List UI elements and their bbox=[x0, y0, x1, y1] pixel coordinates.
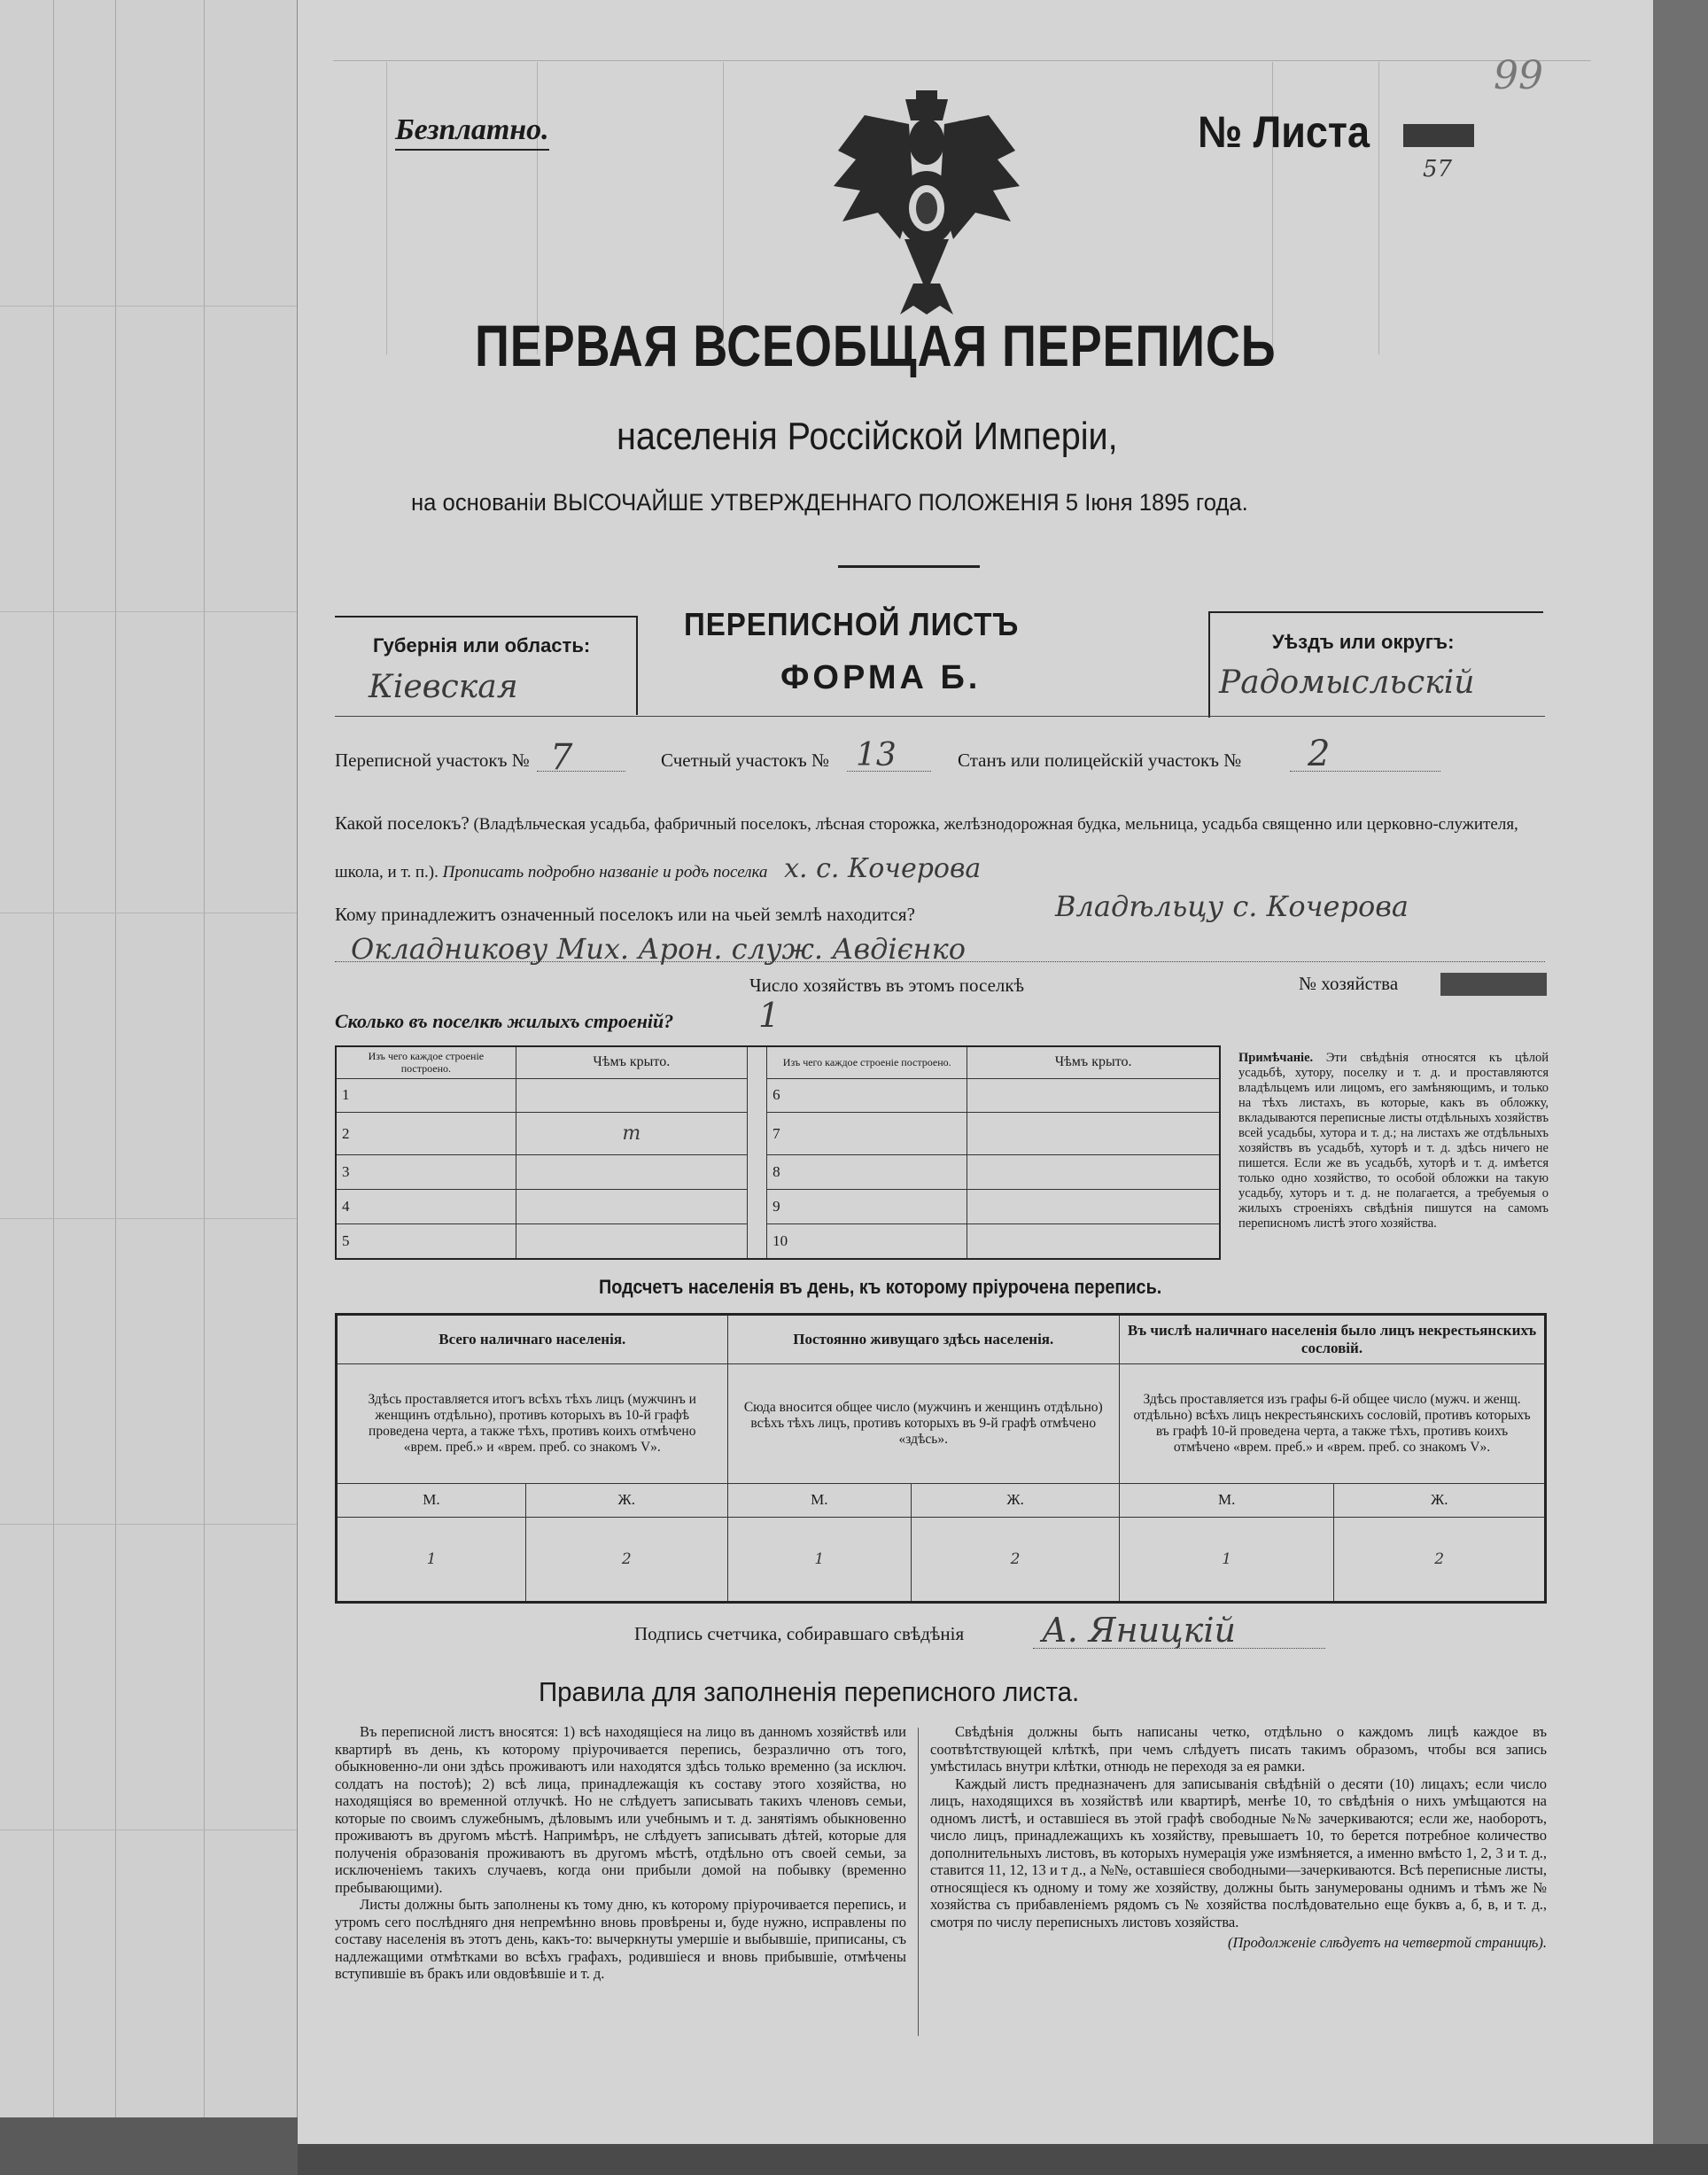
uezd-value: Радомысльскій bbox=[1219, 664, 1475, 701]
main-title: ПЕРВАЯ ВСЕОБЩАЯ ПЕРЕПИСЬ bbox=[475, 313, 1277, 378]
roof-mark: т bbox=[622, 1122, 641, 1146]
row-number: 6 bbox=[767, 1078, 967, 1113]
row-number: 4 bbox=[336, 1190, 516, 1224]
note-label: Примѣчаніе. bbox=[1238, 1051, 1314, 1065]
roof-cell[interactable] bbox=[967, 1113, 1220, 1155]
settlement-hint2: Прописать подробно названіе и родъ поселка bbox=[442, 863, 768, 882]
resident-m-value[interactable]: 1 bbox=[727, 1517, 912, 1602]
stan-label: Станъ или полицейскій участокъ № bbox=[958, 750, 1242, 771]
resident-f-value[interactable]: 2 bbox=[912, 1517, 1120, 1602]
sheet-number-value: 57 bbox=[1423, 156, 1453, 183]
f-label: Ж. bbox=[525, 1483, 727, 1517]
m-label: М. bbox=[1120, 1483, 1334, 1517]
free-label: Безплатно. bbox=[395, 113, 549, 151]
col-roof: Чѣмъ крыто. bbox=[967, 1046, 1220, 1078]
nonpeasant-desc: Здѣсь проставляется изъ графы 6-й общее число (мужч. и женщ. отдѣльно) всѣхъ лицъ некрестьянскихъ сословій, противъ которыхъ въ графѣ 10-й проведена черта, а также тѣхъ, противъ коихъ отмѣчено «врем. преб.» и «врем. преб. со знакомъ V». bbox=[1120, 1364, 1546, 1483]
buildings-label: Сколько въ поселкѣ жилыхъ строеній? bbox=[335, 1010, 674, 1032]
table-separator bbox=[747, 1223, 766, 1259]
roof-cell[interactable] bbox=[516, 1113, 747, 1155]
row-number: 9 bbox=[767, 1190, 967, 1224]
divider bbox=[335, 716, 1545, 717]
row-number: 8 bbox=[767, 1155, 967, 1190]
table-separator bbox=[747, 1155, 766, 1190]
gubernia-value: Кіевская bbox=[369, 669, 518, 705]
form-type: ФОРМА Б. bbox=[780, 659, 982, 696]
roof-cell[interactable] bbox=[516, 1190, 747, 1224]
rules-continued: (Продолженіе слѣдуетъ на четвертой страницѣ). bbox=[1228, 1934, 1547, 1951]
underline bbox=[847, 771, 931, 772]
roof-cell[interactable] bbox=[967, 1190, 1220, 1224]
resident-title: Постоянно живущаго здѣсь населенія. bbox=[727, 1315, 1120, 1364]
nonpeasant-f-value[interactable]: 2 bbox=[1334, 1517, 1546, 1602]
nonpeasant-m-value[interactable]: 1 bbox=[1120, 1517, 1334, 1602]
table-separator bbox=[747, 1078, 766, 1113]
settlement-label: Какой поселокъ? bbox=[335, 812, 470, 834]
subtitle: населенія Россійской Имперіи, bbox=[617, 415, 1118, 458]
census-sheet bbox=[298, 0, 1653, 2144]
settlement-hint: (Владѣльческая усадьба, фабричный поселокъ, лѣсная сторожка, желѣзнодорожная будка, мельница, усадьба священно или церковно-служителя, школа, и т. п.). bbox=[335, 815, 1518, 882]
rules-right-p1: Свѣдѣнія должны быть написаны четко, отдѣльно о каждомъ лицѣ каждое въ соотвѣтствующей клѣткѣ, при чемъ слѣдуетъ писать такимъ образомъ, чтобы вся запись умѣстилась внутри клѣтки, отнюдь не переходя за ея рамки. bbox=[930, 1723, 1547, 1775]
bleed-line bbox=[537, 62, 538, 354]
f-label: Ж. bbox=[1334, 1483, 1546, 1517]
census-district-value[interactable]: 7 bbox=[550, 737, 573, 778]
underline bbox=[537, 771, 625, 772]
imperial-eagle-icon bbox=[829, 89, 1024, 319]
table-separator bbox=[747, 1190, 766, 1224]
roof-cell[interactable] bbox=[516, 1223, 747, 1259]
redaction-mark bbox=[1440, 973, 1547, 996]
roof-cell[interactable] bbox=[516, 1155, 747, 1190]
m-label: М. bbox=[337, 1483, 526, 1517]
table-separator bbox=[747, 1046, 766, 1078]
signature-label: Подпись счетчика, собиравшаго свѣдѣнія bbox=[634, 1623, 965, 1644]
facing-page-strip bbox=[0, 0, 299, 2117]
f-label: Ж. bbox=[912, 1483, 1120, 1517]
underline bbox=[1033, 1648, 1325, 1649]
buildings-table bbox=[335, 1045, 1221, 1260]
rules-right-p2: Каждый листъ предназначенъ для записыванія свѣдѣній о десяти (10) лицахъ; если число лицъ, находящихся въ хозяйствѣ или квартирѣ, менѣе 10, то свѣдѣнія о нихъ умѣщаются на одномъ листѣ, и оставшіеся въ этой графѣ свободные №№ зачеркиваются; если же, наоборотъ, число лицъ, принадлежащихъ къ хозяйству, превышаетъ 10, то берется потребное количество дополнительныхъ листовъ, въ которыхъ нумерація уже измѣняется, а именно вмѣсто 1, 2, 3 и т. д., ставится 11, 12, 13 и т д., а №№, оставшіеся свободными—зачеркиваются. Всѣ переписные листы, относящіеся къ одному и тому же хозяйству, должны быть занумерованы однимъ и тѣмъ же № хозяйства съ прибавленіемъ рядомъ съ № хозяйства послѣдовательно еще буквъ а, б, в, и т. д., смотря по числу переписныхъ листовъ хозяйства. bbox=[930, 1775, 1547, 1930]
households-label: Число хозяйствъ въ этомъ поселкѣ bbox=[749, 975, 1024, 996]
rules-left-p2: Листы должны быть заполнены къ тому дню, къ которому пріурочивается перепись, и утромъ сего послѣдняго дня непремѣнно вновь провѣрены и, буде нужно, исправлены по составу населенія въ этотъ день, какъ-то: вычеркнуты умершіе и выбывшіе, приписаны, съ надлежащими отмѣтками во всѣхъ графахъ, родившіеся и вновь прибывшіе, отмѣчены вступившіе въ бракъ или овдовѣвшіе и т. д. bbox=[335, 1896, 906, 1982]
present-f-value[interactable]: 2 bbox=[525, 1517, 727, 1602]
nonpeasant-title: Въ числѣ наличнаго населенія было лицъ некрестьянскихъ сословій. bbox=[1120, 1315, 1546, 1364]
row-number: 5 bbox=[336, 1223, 516, 1259]
m-label: М. bbox=[727, 1483, 912, 1517]
row-number: 10 bbox=[767, 1223, 967, 1259]
bottom-shadow bbox=[298, 2144, 1708, 2175]
roof-cell[interactable] bbox=[967, 1223, 1220, 1259]
col-material: Изъ чего каждое строеніе построено. bbox=[767, 1046, 967, 1078]
owner-label: Кому принадлежитъ означенный поселокъ или на чьей землѣ находится? bbox=[335, 904, 915, 925]
sheet-edge bbox=[1653, 0, 1708, 2175]
archive-number: 99 bbox=[1494, 53, 1543, 98]
row-number: 7 bbox=[767, 1113, 967, 1155]
settlement-value[interactable]: х. с. Кочерова bbox=[784, 853, 982, 884]
row-number: 1 bbox=[336, 1078, 516, 1113]
roof-cell[interactable] bbox=[967, 1155, 1220, 1190]
col-roof: Чѣмъ крыто. bbox=[516, 1046, 747, 1078]
underline bbox=[1290, 771, 1440, 772]
bleed-line bbox=[1378, 62, 1379, 354]
count-district-label: Счетный участокъ № bbox=[661, 750, 830, 771]
rules-right-column bbox=[930, 1723, 1547, 1952]
household-no-label: № хозяйства bbox=[1299, 973, 1399, 994]
signature-value[interactable]: А. Яницкій bbox=[1042, 1611, 1236, 1650]
form-name: ПЕРЕПИСНОЙ ЛИСТЪ bbox=[684, 606, 1020, 642]
present-m-value[interactable]: 1 bbox=[337, 1517, 526, 1602]
owner-value-1[interactable]: Владѣльцу с. Кочерова bbox=[1055, 889, 1409, 923]
roof-cell[interactable] bbox=[516, 1078, 747, 1113]
legal-basis: на основаніи ВЫСОЧАЙШЕ УТВЕРЖДЕННАГО ПОЛОЖЕНІЯ 5 Іюня 1895 года. bbox=[411, 489, 1248, 516]
rules-left-p1: Въ переписной листъ вносятся: 1) всѣ находящіеся на лицо въ данномъ хозяйствѣ или квартирѣ въ день, къ которому пріурочивается перепись, безразлично отъ того, обыкновенно-ли они здѣсь проживаютъ или находятся здѣсь только временно (за исключ. солдатъ на постоѣ); 2) всѣ лица, принадлежащія къ составу этого хозяйства, но находящіяся во временной отлучкѣ. Но не слѣдуетъ записывать такихъ членовъ семьи, которые по своимъ служебнымъ, дѣловымъ или учебнымъ и т. д. занятіямъ обыкновенно проживаютъ въ другомъ мѣстѣ. Напримѣръ, не слѣдуетъ записывать дѣтей, которые для полученія образованія проживаютъ въ другомъ мѣстѣ, отдѣльно отъ своей семьи, за исключеніемъ такихъ случаевъ, когда они прибыли домой на побывку (временно пребывающими). bbox=[335, 1723, 906, 1896]
bleed-line bbox=[386, 62, 387, 354]
divider bbox=[838, 565, 980, 568]
table-separator bbox=[747, 1113, 766, 1155]
note-text: Эти свѣдѣнія относятся къ цѣлой усадьбѣ, хутору, поселку и т. д. и проставляются владѣльцемъ или лицомъ, его замѣняющимъ, и только на тѣхъ листахъ, въ которые, какъ въ обложку, вкладываются переписные листы отдѣльныхъ хозяйствъ всей усадьбы, хутора и т. д.; на листахъ же отдѣльныхъ хозяйствъ въ усадьбѣ, хуторѣ и т. д. здѣсь ничего не пишется. Если же въ усадьбѣ, хуторѣ и т. д. имѣется только одно хозяйство, то особой обложки на такую усадьбу, хуторъ и т. д. не полагается, а требуемыя о жилыхъ строеніяхъ свѣдѣнія пишутся на самомъ переписномъ листѣ этого хозяйства. bbox=[1238, 1051, 1549, 1231]
owner-value-2[interactable]: Окладникову Мих. Арон. служ. Авдієнко bbox=[351, 932, 966, 966]
count-district-value[interactable]: 13 bbox=[856, 737, 897, 773]
present-desc: Здѣсь проставляется итогъ всѣхъ тѣхъ лицъ (мужчинъ и женщинъ отдѣльно), противъ которыхъ въ 10-й графѣ проведена черта, а также тѣхъ, противъ коихъ отмѣчено «врем. преб.» и «врем. преб. со знакомъ V». bbox=[337, 1364, 728, 1483]
rules-title: Правила для заполненія переписного листа. bbox=[539, 1676, 1080, 1707]
stan-value[interactable]: 2 bbox=[1308, 734, 1331, 774]
bleed-line bbox=[723, 62, 724, 354]
redaction-mark bbox=[1403, 124, 1474, 147]
gubernia-label: Губернія или область: bbox=[373, 634, 591, 656]
resident-desc: Сюда вносится общее число (мужчинъ и женщинъ отдѣльно) всѣхъ тѣхъ лицъ, противъ которыхъ въ 9-й графѣ отмѣчено «здѣсь». bbox=[727, 1364, 1120, 1483]
note bbox=[1238, 1051, 1549, 1231]
present-title: Всего наличнаго населенія. bbox=[337, 1315, 728, 1364]
roof-cell[interactable] bbox=[967, 1078, 1220, 1113]
population-heading: Подсчетъ населенія въ день, къ которому пріурочена перепись. bbox=[599, 1276, 1162, 1298]
sheet-number-label: № Листа bbox=[1198, 107, 1370, 157]
buildings-value[interactable]: 1 bbox=[758, 996, 780, 1035]
row-number: 2 bbox=[336, 1113, 516, 1155]
census-district-label: Переписной участокъ № bbox=[335, 750, 530, 771]
col-material: Изъ чего каждое строеніе построено. bbox=[336, 1046, 516, 1078]
row-number: 3 bbox=[336, 1155, 516, 1190]
rules-divider bbox=[918, 1728, 919, 2036]
settlement-block bbox=[335, 801, 1547, 895]
rules-left-column bbox=[335, 1723, 906, 1983]
bleed-line bbox=[333, 60, 1591, 61]
uezd-label: Уѣздъ или округъ: bbox=[1272, 631, 1455, 653]
underline bbox=[335, 961, 1545, 962]
population-table bbox=[335, 1313, 1547, 1604]
